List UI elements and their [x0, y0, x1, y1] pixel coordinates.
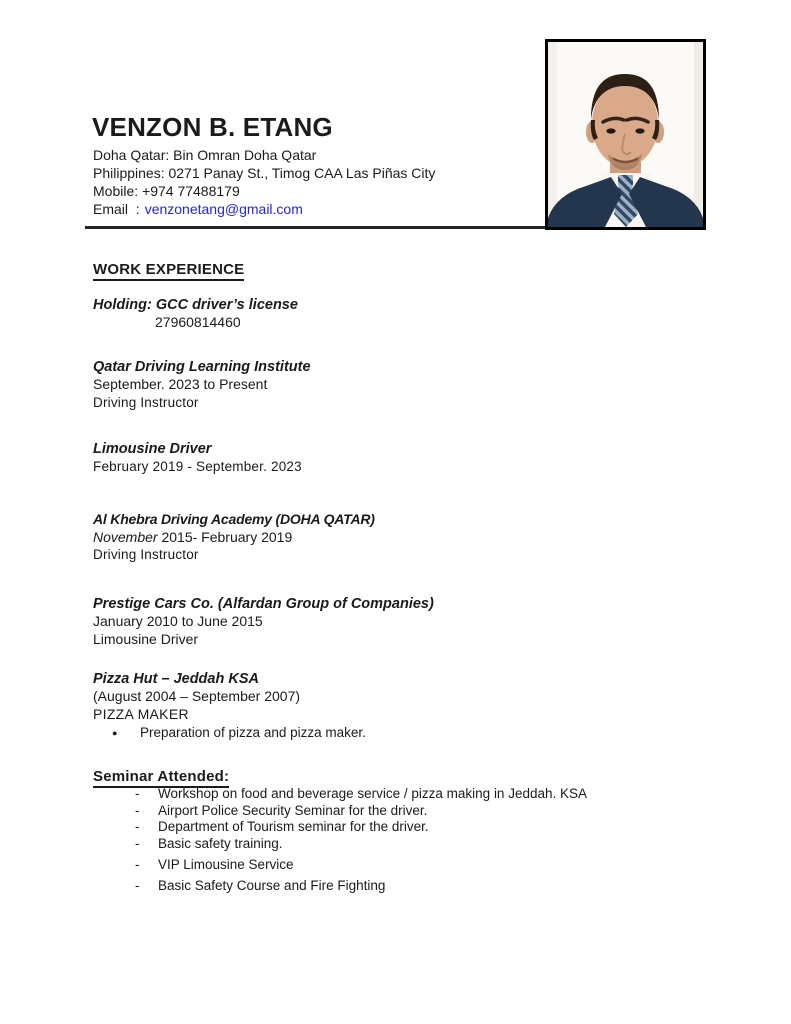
license-title: Holding: GCC driver’s license — [93, 297, 298, 313]
address-qatar: Doha Qatar: Bin Omran Doha Qatar — [93, 147, 317, 163]
job-title: Prestige Cars Co. (Alfardan Group of Companies) — [93, 596, 434, 612]
job-duty-item — [93, 725, 366, 741]
header-divider — [85, 226, 545, 229]
dash-icon: - — [135, 835, 140, 851]
seminar-item-text: Workshop on food and beverage service / pizza making in Jeddah. KSA — [158, 786, 588, 801]
portrait-illustration — [548, 42, 703, 227]
seminar-item — [93, 819, 693, 836]
portrait-photo — [545, 39, 706, 230]
license-block — [93, 297, 298, 331]
job-title: Limousine Driver — [93, 441, 212, 457]
job-role: Driving Instructor — [93, 394, 199, 410]
email-line — [93, 200, 435, 218]
email-link[interactable]: venzonetang@gmail.com — [144, 201, 303, 217]
dash-icon: - — [135, 802, 140, 818]
seminar-item-text: Basic safety training. — [158, 835, 283, 851]
seminar-item — [93, 803, 693, 820]
seminar-item-text: VIP Limousine Service — [158, 856, 294, 872]
job-title: Qatar Driving Learning Institute — [93, 359, 311, 375]
job-role: Driving Instructor — [93, 547, 199, 562]
job-dates: (August 2004 – September 2007) — [93, 688, 301, 704]
seminar-item — [93, 878, 693, 895]
job-title: Al Khebra Driving Academy (DOHA QATAR) — [93, 511, 375, 527]
seminar-item-text: Airport Police Security Seminar for the driver. — [158, 802, 428, 818]
candidate-name: VENZON B. ETANG — [92, 112, 333, 142]
job-dates-rest: 2015- February 2019 — [157, 529, 293, 545]
address-philippines: Philippines: 0271 Panay St., Timog CAA Las Piñas City — [93, 165, 436, 181]
seminar-item-text: Department of Tourism seminar for the driver. — [158, 819, 429, 834]
email-label: Email : — [93, 201, 140, 217]
contact-block — [93, 146, 435, 218]
job-qatar-driving-institute — [93, 359, 311, 411]
job-al-khebra — [93, 511, 375, 564]
work-experience-heading: WORK EXPERIENCE — [93, 261, 244, 281]
job-pizza-hut — [93, 671, 366, 741]
job-dates — [93, 528, 375, 546]
job-title: Pizza Hut – Jeddah KSA — [93, 671, 259, 687]
job-duty-text: Preparation of pizza and pizza maker. — [140, 725, 366, 740]
job-dates: January 2010 to June 2015 — [93, 613, 263, 629]
job-dates: February 2019 - September. 2023 — [93, 459, 302, 474]
dash-icon: - — [135, 856, 140, 872]
job-prestige-cars — [93, 596, 434, 648]
dash-icon: - — [135, 786, 140, 801]
seminar-item — [93, 786, 693, 803]
seminar-list — [93, 786, 693, 894]
job-limousine-driver — [93, 441, 302, 476]
mobile-number: Mobile: +974 77488179 — [93, 183, 240, 199]
job-dates: September. 2023 to Present — [93, 376, 268, 392]
seminar-item — [93, 836, 693, 853]
job-role: PIZZA MAKER — [93, 705, 189, 722]
bullet-icon: ● — [112, 728, 118, 738]
job-dates-month: November — [93, 529, 158, 545]
dash-icon: - — [135, 819, 140, 834]
license-number: 27960814460 — [155, 314, 241, 330]
dash-icon: - — [135, 877, 140, 893]
seminar-attended-heading: Seminar Attended: — [93, 768, 229, 788]
seminar-item — [93, 857, 693, 874]
job-role: Limousine Driver — [93, 630, 199, 647]
seminar-item-text: Basic Safety Course and Fire Fighting — [158, 877, 386, 893]
